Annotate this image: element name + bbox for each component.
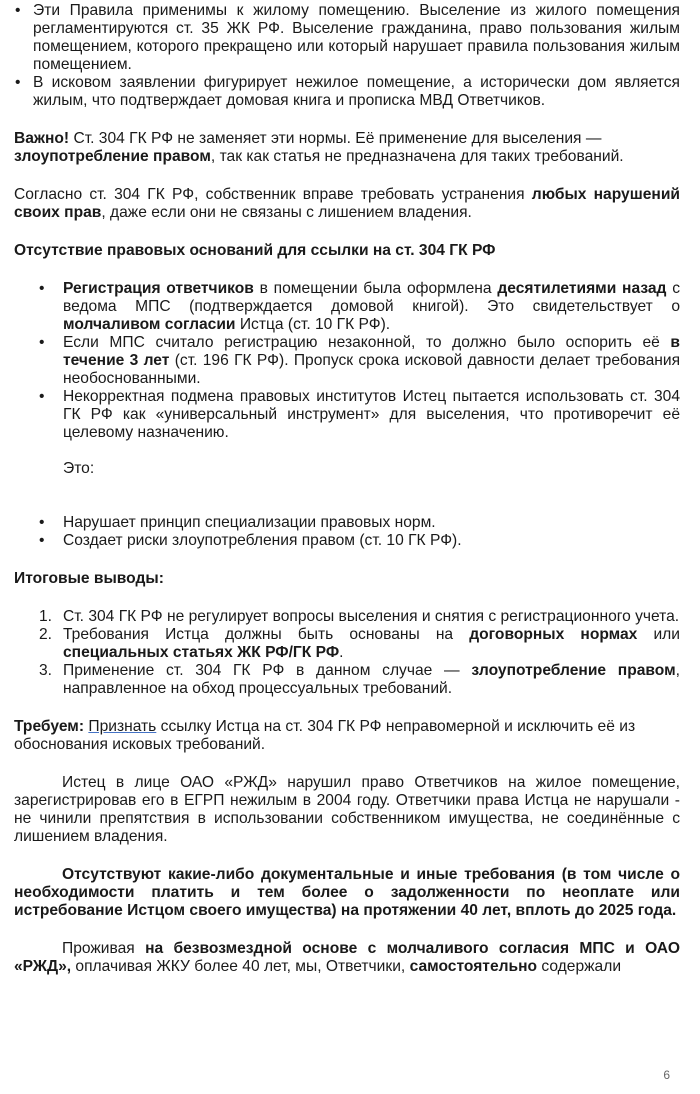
bullet-icon: • — [39, 388, 45, 405]
list-number: 1. — [39, 608, 53, 625]
bullet-icon: • — [15, 74, 21, 91]
section-heading: Отсутствие правовых оснований для ссылки на ст. 304 ГК РФ — [14, 242, 496, 259]
list-item: 3. Применение ст. 304 ГК РФ в данном случае — злоупотребление правом, направленное на обход процессуальных требований. — [39, 662, 680, 697]
list-item: • Нарушает принцип специализации правовых норм. — [39, 514, 436, 531]
list-item: • Создает риски злоупотребления правом (ст. 10 ГК РФ). — [39, 532, 462, 549]
bullet-icon: • — [39, 334, 45, 351]
bullet-icon: • — [39, 514, 45, 531]
list-item: 1. Ст. 304 ГК РФ не регулирует вопросы выселения и снятия с регистрационного учета. — [39, 608, 680, 625]
conclusions-list — [14, 608, 680, 698]
list-item: • Некорректная подмена правовых институтов Истец пытается использовать ст. 304 ГК РФ как «универсальный инструмент» для выселения, что противоречит её целевому назначению. — [39, 388, 680, 441]
list-number: 2. — [39, 626, 53, 643]
list-item: • Если МПС считало регистрацию незаконной, то должно было оспорить её в течение 3 лет (ст. 196 ГК РФ). Пропуск срока исковой давности делает требования необоснованными. — [39, 334, 681, 387]
page-number: 6 — [663, 1068, 670, 1082]
bullet-list-grounds — [14, 280, 680, 442]
list-number: 3. — [39, 662, 53, 679]
living-paragraph: Проживая на безвозмездной основе с молчаливого согласия МПС и ОАО «РЖД», оплачивая ЖКУ более 40 лет, мы, Ответчики, самостоятельно содержали — [14, 940, 680, 975]
this-label: Это: — [63, 460, 95, 477]
demand-paragraph: Требуем: Признать ссылку Истца на ст. 304 ГК РФ неправомерной и исключить её из обоснования исковых требований. — [14, 718, 636, 753]
list-item: • В исковом заявлении фигурирует нежилое помещение, а исторически дом является жилым, что подтверждает домовая книга и прописка МВД Ответчиков. — [15, 74, 680, 109]
bullet-list-rules — [14, 2, 680, 110]
plaintiff-paragraph: Истец в лице ОАО «РЖД» нарушил право Ответчиков на жилое помещение, зарегистрировав его в ЕГРП нежилым в 2004 году. Ответчики права Истца не нарушали - не чинили препятствия в использовании собственником имущества, не соединённые с лишением владения. — [14, 774, 680, 845]
list-item: • Эти Правила применимы к жилому помещению. Выселение из жилого помещения регламентируются ст. 35 ЖК РФ. Выселение гражданина, право пользования жилым помещением, которого прекращено или который нарушает правила пользования жилым помещением. — [15, 2, 680, 73]
according-paragraph: Согласно ст. 304 ГК РФ, собственник вправе требовать устранения любых нарушений своих прав, даже если они не связаны с лишением владения. — [14, 186, 680, 221]
list-item: • Регистрация ответчиков в помещении была оформлена десятилетиями назад с ведома МПС (подтверждается домовой книгой). Это свидетельствует о молчаливом согласии Истца (ст. 10 ГК РФ). — [39, 280, 680, 333]
bullet-icon: • — [15, 2, 21, 19]
bullet-icon: • — [39, 532, 45, 549]
important-paragraph: Важно! Ст. 304 ГК РФ не заменяет эти нормы. Её применение для выселения — злоупотребление правом, так как статья не предназначена для таких требований. — [14, 130, 624, 165]
absence-paragraph: Отсутствуют какие-либо документальные и иные требования (в том числе о необходимости платить и тем более о задолженности по неоплате или истребование Истцом своего имущества) на протяжении 40 лет, вплоть до 2025 года. — [14, 866, 680, 919]
recognize-link[interactable]: Признать — [88, 718, 157, 735]
conclusions-heading: Итоговые выводы: — [14, 570, 164, 587]
bullet-list-this — [14, 514, 680, 550]
list-item: 2. Требования Истца должны быть основаны на договорных нормах или специальных статьях ЖК РФ/ГК РФ. — [39, 626, 680, 661]
bullet-icon: • — [39, 280, 45, 297]
